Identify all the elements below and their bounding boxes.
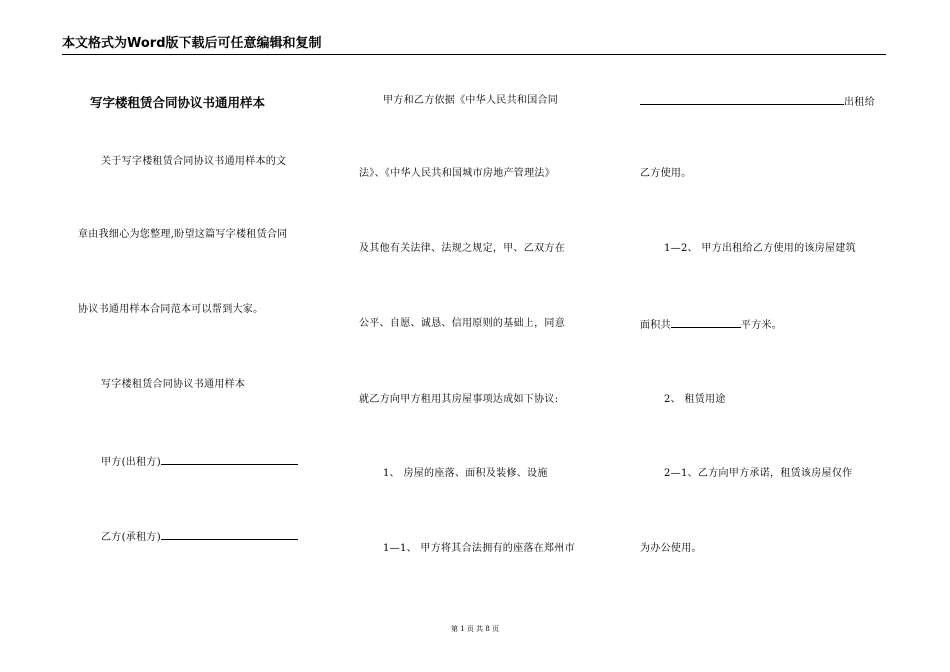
document-title: 写字楼租赁合同协议书通用样本 [90, 95, 266, 110]
col2-line6: 1、 房屋的座落、面积及装修、设施 [383, 468, 548, 479]
col1-line3: 协议书通用样本合同范本可以帮到大家。 [78, 304, 264, 315]
col3-line1-suffix: 出租给 [844, 97, 875, 108]
party-a-blank [161, 454, 298, 465]
col2-line4: 公平、自愿、诚恳、信用原则的基础上，同意 [359, 318, 565, 329]
header-text: 本文格式为Word版下载后可任意编辑和复制 [62, 36, 322, 51]
col2-line5: 就乙方向甲方租用其房屋事项达成如下协议: [359, 394, 559, 405]
page-footer: 第 1 页 共 8 页 [450, 625, 500, 633]
col3-line7: 为办公使用。 [640, 543, 702, 554]
col2-line2: 法》、《中华人民共和国城市房地产管理法》 [359, 168, 555, 179]
col3-line6: 2—1、乙方向甲方承诺，租赁该房屋仅作 [664, 468, 853, 479]
col1-line1: 关于写字楼租赁合同协议书通用样本的文 [101, 156, 287, 167]
col2-line7: 1—1、 甲方将其合法拥有的座落在郑州市 [383, 543, 575, 554]
party-b-line [101, 529, 298, 545]
col3-line4 [640, 317, 782, 333]
party-a-label: 甲方(出租方) [101, 457, 161, 468]
col3-line4-prefix: 面积共 [640, 320, 671, 331]
party-b-blank [161, 529, 298, 540]
col2-line3: 及其他有关法律、法规之规定，甲、乙双方在 [359, 243, 565, 254]
party-b-label: 乙方(承租方) [101, 532, 161, 543]
col3-line3: 1—2、 甲方出租给乙方使用的该房屋建筑 [664, 243, 856, 254]
address-blank [640, 94, 844, 105]
col1-line4: 写字楼租赁合同协议书通用样本 [101, 379, 246, 390]
col3-line4-suffix: 平方米。 [740, 320, 783, 331]
col3-line5: 2、 租赁用途 [664, 394, 726, 405]
col2-line1: 甲方和乙方依据《中华人民共和国合同 [383, 95, 559, 106]
col3-line2: 乙方使用。 [640, 168, 692, 179]
area-blank [671, 317, 741, 328]
col1-line2: 章由我细心为您整理,盼望这篇写字楼租赁合同 [78, 229, 288, 240]
party-a-line [101, 454, 298, 470]
page-header [62, 36, 886, 55]
col3-line1 [640, 94, 875, 110]
